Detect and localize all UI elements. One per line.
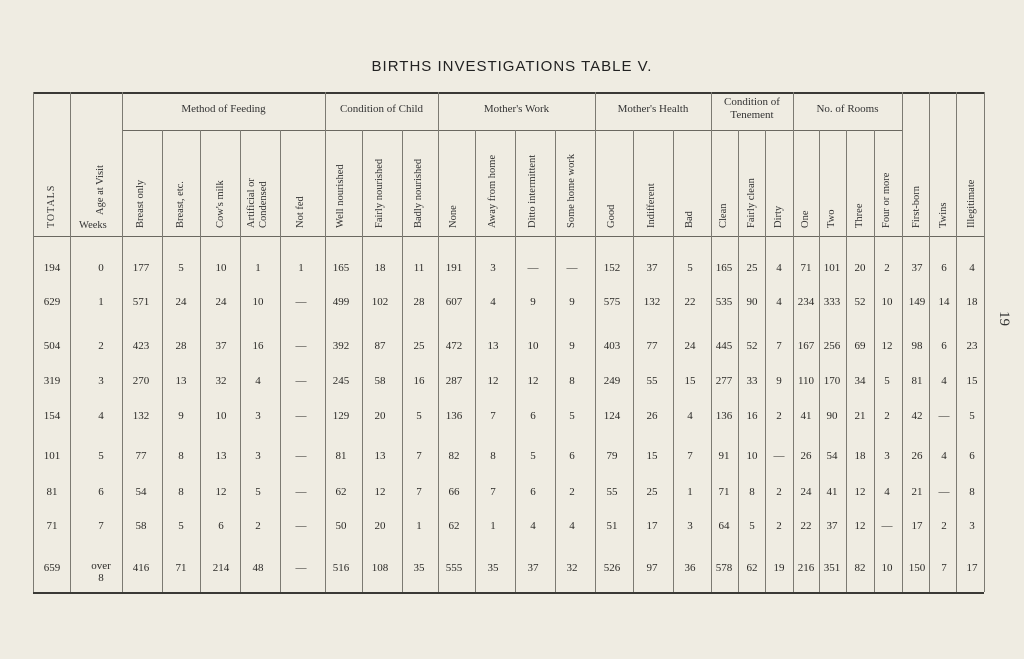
table-cell: — bbox=[938, 410, 950, 422]
table-cell: 77 bbox=[646, 340, 658, 352]
row-total: 659 bbox=[43, 562, 61, 574]
table-cell: 16 bbox=[746, 410, 758, 422]
column-header: Indifferent bbox=[646, 183, 657, 228]
column-rule bbox=[200, 130, 201, 592]
table-cell: 3 bbox=[98, 375, 104, 387]
table-cell: 12 bbox=[527, 375, 539, 387]
column-header: Some home work bbox=[566, 153, 577, 228]
weeks-label: Weeks bbox=[79, 220, 107, 231]
table-cell: 90 bbox=[746, 296, 758, 308]
table-cell: 6 bbox=[969, 450, 975, 462]
table-cell: 2 bbox=[776, 486, 782, 498]
table-cell: 5 bbox=[969, 410, 975, 422]
group-mothers-health: Mother's Health bbox=[617, 103, 689, 115]
table-cell: 1 bbox=[98, 296, 104, 308]
table-cell: — bbox=[295, 562, 307, 574]
table-cell: — bbox=[881, 520, 893, 532]
table-cell: 10 bbox=[746, 450, 758, 462]
group-condition-child: Condition of Child bbox=[339, 103, 424, 115]
table-cell: 17 bbox=[646, 520, 658, 532]
column-header: Three bbox=[854, 203, 865, 228]
table-cell: 23 bbox=[966, 340, 978, 352]
table-cell: 12 bbox=[487, 375, 499, 387]
row-total: 81 bbox=[46, 486, 58, 498]
table-cell: 526 bbox=[603, 562, 621, 574]
table-cell: 170 bbox=[823, 375, 841, 387]
table-cell: 6 bbox=[98, 486, 104, 498]
table-cell: — bbox=[295, 450, 307, 462]
table-cell: 3 bbox=[687, 520, 693, 532]
table-cell: 7 bbox=[941, 562, 947, 574]
table-cell: 3 bbox=[884, 450, 890, 462]
table-cell: 392 bbox=[332, 340, 350, 352]
column-header: Breast only bbox=[135, 179, 146, 228]
table-cell: 4 bbox=[776, 296, 782, 308]
table-cell: — bbox=[295, 375, 307, 387]
table-cell: 22 bbox=[684, 296, 696, 308]
table-cell: 71 bbox=[800, 262, 812, 274]
table-cell: 12 bbox=[854, 520, 866, 532]
table-cell: 5 bbox=[687, 262, 693, 274]
table-cell: 136 bbox=[715, 410, 733, 422]
column-header: Twins bbox=[938, 202, 949, 228]
row-total: 154 bbox=[43, 410, 61, 422]
table-cell: 6 bbox=[530, 486, 536, 498]
table-cell: 18 bbox=[966, 296, 978, 308]
table-cell: 110 bbox=[797, 375, 815, 387]
table-cell: 132 bbox=[132, 410, 150, 422]
group-rooms: No. of Rooms bbox=[816, 103, 879, 115]
table-cell: 102 bbox=[371, 296, 389, 308]
group-rule-mothers_health bbox=[595, 130, 711, 131]
table-cell: 18 bbox=[854, 450, 866, 462]
row-total: 629 bbox=[43, 296, 61, 308]
table-cell: 2 bbox=[776, 410, 782, 422]
table-cell: 9 bbox=[530, 296, 536, 308]
table-cell: 7 bbox=[416, 450, 422, 462]
table-cell: 2 bbox=[884, 410, 890, 422]
column-header: None bbox=[448, 205, 459, 228]
column-header: Ditto intermittent bbox=[527, 154, 538, 228]
table-cell: 79 bbox=[606, 450, 618, 462]
table-cell: 2 bbox=[98, 340, 104, 352]
table-cell: 82 bbox=[854, 562, 866, 574]
table-cell: 124 bbox=[603, 410, 621, 422]
table-cell: 5 bbox=[178, 520, 184, 532]
table-cell: 535 bbox=[715, 296, 733, 308]
table-cell: 249 bbox=[603, 375, 621, 387]
table-cell: 9 bbox=[776, 375, 782, 387]
table-cell: 256 bbox=[823, 340, 841, 352]
table-cell: 24 bbox=[175, 296, 187, 308]
row-total: 194 bbox=[43, 262, 61, 274]
group-tenement: Condition of Tenement bbox=[724, 96, 780, 121]
table-cell: 98 bbox=[911, 340, 923, 352]
table-cell: 1 bbox=[255, 262, 261, 274]
column-header: Badly nourished bbox=[413, 158, 424, 228]
table-cell: 1 bbox=[687, 486, 693, 498]
column-header: Four or more bbox=[881, 172, 892, 228]
table-cell: — bbox=[527, 262, 539, 274]
table-cell: 87 bbox=[374, 340, 386, 352]
table-cell: 245 bbox=[332, 375, 350, 387]
table-cell: 10 bbox=[215, 410, 227, 422]
group-rule-rooms bbox=[793, 130, 902, 131]
table-cell: 12 bbox=[854, 486, 866, 498]
table-cell: 2 bbox=[255, 520, 261, 532]
table-cell: 13 bbox=[175, 375, 187, 387]
table-cell: 472 bbox=[445, 340, 463, 352]
table-cell: 52 bbox=[854, 296, 866, 308]
group-rule-tenement bbox=[711, 130, 793, 131]
page-number: 19 bbox=[996, 311, 1012, 326]
row-total: 101 bbox=[43, 450, 61, 462]
table-cell: 4 bbox=[530, 520, 536, 532]
table-cell: 81 bbox=[911, 375, 923, 387]
table-cell: 152 bbox=[603, 262, 621, 274]
table-bottom-rule bbox=[33, 592, 984, 594]
column-header: Breast, etc. bbox=[175, 181, 186, 228]
table-cell: 12 bbox=[374, 486, 386, 498]
table-cell: 8 bbox=[569, 375, 575, 387]
group-feeding: Method of Feeding bbox=[181, 103, 266, 115]
table-cell: 37 bbox=[215, 340, 227, 352]
table-cell: 575 bbox=[603, 296, 621, 308]
table-cell: 24 bbox=[215, 296, 227, 308]
column-header: Well nourished bbox=[335, 164, 346, 228]
table-cell: 8 bbox=[749, 486, 755, 498]
table-cell: 90 bbox=[826, 410, 838, 422]
table-cell: 7 bbox=[687, 450, 693, 462]
table-cell: — bbox=[295, 520, 307, 532]
table-cell: 24 bbox=[800, 486, 812, 498]
column-header: Clean bbox=[718, 203, 729, 228]
table-cell: 15 bbox=[646, 450, 658, 462]
header-bottom-rule bbox=[33, 236, 984, 237]
group-rule-condition_child bbox=[325, 130, 438, 131]
table-cell: 5 bbox=[416, 410, 422, 422]
table-cell: 571 bbox=[132, 296, 150, 308]
table-cell: 71 bbox=[175, 562, 187, 574]
table-cell: 21 bbox=[911, 486, 923, 498]
table-cell: 37 bbox=[911, 262, 923, 274]
row-total: 504 bbox=[43, 340, 61, 352]
table-cell: 8 bbox=[178, 450, 184, 462]
table-cell: 10 bbox=[881, 562, 893, 574]
row-total: 71 bbox=[46, 520, 58, 532]
table-cell: 54 bbox=[135, 486, 147, 498]
table-cell: 2 bbox=[776, 520, 782, 532]
table-cell: 7 bbox=[490, 486, 496, 498]
table-cell: 6 bbox=[569, 450, 575, 462]
table-cell: — bbox=[938, 486, 950, 498]
table-cell: 6 bbox=[530, 410, 536, 422]
table-cell: 26 bbox=[646, 410, 658, 422]
column-header: Fairly nourished bbox=[374, 158, 385, 228]
table-cell: 423 bbox=[132, 340, 150, 352]
table-cell: 165 bbox=[715, 262, 733, 274]
table-cell: 149 bbox=[908, 296, 926, 308]
table-cell: 20 bbox=[854, 262, 866, 274]
table-cell: 42 bbox=[911, 410, 923, 422]
table-cell: 16 bbox=[252, 340, 264, 352]
table-cell: 555 bbox=[445, 562, 463, 574]
column-header: TOTALS bbox=[46, 184, 57, 228]
table-cell: — bbox=[295, 410, 307, 422]
table-cell: 54 bbox=[826, 450, 838, 462]
table-cell: 7 bbox=[776, 340, 782, 352]
table-cell: — bbox=[295, 340, 307, 352]
column-header: Good bbox=[606, 204, 617, 228]
table-cell: 607 bbox=[445, 296, 463, 308]
table-cell: 167 bbox=[797, 340, 815, 352]
table-cell: 129 bbox=[332, 410, 350, 422]
row-total: 319 bbox=[43, 375, 61, 387]
column-header: Fairly clean bbox=[746, 178, 757, 228]
group-rule-feeding bbox=[122, 130, 325, 131]
table-cell: 22 bbox=[800, 520, 812, 532]
table-cell: — bbox=[566, 262, 578, 274]
table-cell: 287 bbox=[445, 375, 463, 387]
table-cell: 28 bbox=[413, 296, 425, 308]
table-cell: 2 bbox=[569, 486, 575, 498]
table-cell: 5 bbox=[255, 486, 261, 498]
table-cell: 4 bbox=[884, 486, 890, 498]
table-cell: 234 bbox=[797, 296, 815, 308]
table-cell: 6 bbox=[941, 262, 947, 274]
table-cell: 25 bbox=[746, 262, 758, 274]
table-cell: 6 bbox=[218, 520, 224, 532]
table-cell: 4 bbox=[941, 375, 947, 387]
table-cell: 416 bbox=[132, 562, 150, 574]
table-cell: 351 bbox=[823, 562, 841, 574]
table-cell: 4 bbox=[969, 262, 975, 274]
table-cell: 10 bbox=[252, 296, 264, 308]
column-header: Age at Visit bbox=[95, 165, 106, 215]
table-cell: 58 bbox=[135, 520, 147, 532]
table-cell: 5 bbox=[530, 450, 536, 462]
table-cell: 58 bbox=[374, 375, 386, 387]
table-cell: 36 bbox=[684, 562, 696, 574]
column-header: Away from home bbox=[487, 154, 498, 228]
table-cell: 4 bbox=[776, 262, 782, 274]
table-cell: 32 bbox=[566, 562, 578, 574]
table-cell: 12 bbox=[881, 340, 893, 352]
table-cell: 34 bbox=[854, 375, 866, 387]
table-cell: 20 bbox=[374, 410, 386, 422]
table-cell: 5 bbox=[884, 375, 890, 387]
column-header: Illegitimate bbox=[966, 179, 977, 228]
table-cell: 3 bbox=[969, 520, 975, 532]
table-cell: — bbox=[295, 296, 307, 308]
table-cell: 108 bbox=[371, 562, 389, 574]
table-cell: 62 bbox=[448, 520, 460, 532]
table-cell: 9 bbox=[178, 410, 184, 422]
column-header: Dirty bbox=[773, 205, 784, 228]
table-cell: 403 bbox=[603, 340, 621, 352]
table-cell: 50 bbox=[335, 520, 347, 532]
table-cell: 1 bbox=[298, 262, 304, 274]
table-cell: 499 bbox=[332, 296, 350, 308]
table-cell: 3 bbox=[255, 410, 261, 422]
table-cell: 270 bbox=[132, 375, 150, 387]
table-cell: 82 bbox=[448, 450, 460, 462]
table-cell: 5 bbox=[569, 410, 575, 422]
table-cell: 41 bbox=[826, 486, 838, 498]
table-cell: 13 bbox=[487, 340, 499, 352]
column-header: Cow's milk bbox=[215, 180, 226, 228]
table-cell: 165 bbox=[332, 262, 350, 274]
table-cell: 62 bbox=[746, 562, 758, 574]
column-rule bbox=[280, 130, 281, 592]
table-cell: 37 bbox=[527, 562, 539, 574]
table-cell: 4 bbox=[98, 410, 104, 422]
table-cell: 8 bbox=[969, 486, 975, 498]
table-cell: 2 bbox=[941, 520, 947, 532]
table-cell: 17 bbox=[966, 562, 978, 574]
table-cell: 55 bbox=[646, 375, 658, 387]
table-cell: 37 bbox=[826, 520, 838, 532]
column-header: Bad bbox=[684, 211, 695, 228]
table-cell: 150 bbox=[908, 562, 926, 574]
table-cell: 13 bbox=[374, 450, 386, 462]
table-cell: 16 bbox=[413, 375, 425, 387]
table-cell: 51 bbox=[606, 520, 618, 532]
table-cell: 97 bbox=[646, 562, 658, 574]
table-cell: 3 bbox=[255, 450, 261, 462]
table-cell: 14 bbox=[938, 296, 950, 308]
table-cell: 6 bbox=[941, 340, 947, 352]
table-cell: 37 bbox=[646, 262, 658, 274]
table-cell: 4 bbox=[569, 520, 575, 532]
table-cell: 216 bbox=[797, 562, 815, 574]
table-cell: 4 bbox=[687, 410, 693, 422]
table-cell: 136 bbox=[445, 410, 463, 422]
table-cell: 7 bbox=[490, 410, 496, 422]
column-header: Artificial or Condensed bbox=[246, 178, 269, 228]
table-cell: 9 bbox=[569, 340, 575, 352]
table-cell: 9 bbox=[569, 296, 575, 308]
table-cell: 66 bbox=[448, 486, 460, 498]
table-cell: 1 bbox=[416, 520, 422, 532]
table-cell: 12 bbox=[215, 486, 227, 498]
table-cell: 1 bbox=[490, 520, 496, 532]
table-top-rule bbox=[33, 92, 984, 94]
table-cell: 19 bbox=[773, 562, 785, 574]
table-cell: 20 bbox=[374, 520, 386, 532]
table-cell: 26 bbox=[800, 450, 812, 462]
table-cell: 25 bbox=[413, 340, 425, 352]
column-header: First-born bbox=[911, 186, 922, 228]
table-cell: 5 bbox=[178, 262, 184, 274]
table-cell: 28 bbox=[175, 340, 187, 352]
table-cell: 81 bbox=[335, 450, 347, 462]
table-cell: 52 bbox=[746, 340, 758, 352]
table-cell: 101 bbox=[823, 262, 841, 274]
table-cell: — bbox=[295, 486, 307, 498]
table-cell: 15 bbox=[684, 375, 696, 387]
table-cell: — bbox=[773, 450, 785, 462]
table-cell: 55 bbox=[606, 486, 618, 498]
group-rule-mothers_work bbox=[438, 130, 595, 131]
table-cell: 516 bbox=[332, 562, 350, 574]
table-cell: 64 bbox=[718, 520, 730, 532]
table-cell: 41 bbox=[800, 410, 812, 422]
table-cell: 32 bbox=[215, 375, 227, 387]
table-cell: 24 bbox=[684, 340, 696, 352]
table-cell: 214 bbox=[212, 562, 230, 574]
table-cell: 26 bbox=[911, 450, 923, 462]
table-cell: 132 bbox=[643, 296, 661, 308]
table-cell: 333 bbox=[823, 296, 841, 308]
table-cell: 15 bbox=[966, 375, 978, 387]
table-cell: 8 bbox=[490, 450, 496, 462]
table-cell: 3 bbox=[490, 262, 496, 274]
group-mothers-work: Mother's Work bbox=[483, 103, 550, 115]
table-cell: 4 bbox=[490, 296, 496, 308]
table-cell: 25 bbox=[646, 486, 658, 498]
table-cell: over 8 bbox=[91, 560, 111, 584]
table-cell: 62 bbox=[335, 486, 347, 498]
table-cell: 177 bbox=[132, 262, 150, 274]
table-cell: 18 bbox=[374, 262, 386, 274]
table-cell: 48 bbox=[252, 562, 264, 574]
table-cell: 277 bbox=[715, 375, 733, 387]
table-cell: 2 bbox=[884, 262, 890, 274]
table-cell: 11 bbox=[413, 262, 425, 274]
table-cell: 8 bbox=[178, 486, 184, 498]
table-cell: 191 bbox=[445, 262, 463, 274]
table-cell: 91 bbox=[718, 450, 730, 462]
table-cell: 4 bbox=[255, 375, 261, 387]
table-cell: 445 bbox=[715, 340, 733, 352]
table-cell: 13 bbox=[215, 450, 227, 462]
table-cell: 35 bbox=[413, 562, 425, 574]
table-cell: 33 bbox=[746, 375, 758, 387]
table-cell: 578 bbox=[715, 562, 733, 574]
table-cell: 10 bbox=[881, 296, 893, 308]
table-cell: 10 bbox=[215, 262, 227, 274]
table-cell: 71 bbox=[718, 486, 730, 498]
table-cell: 69 bbox=[854, 340, 866, 352]
table-cell: 77 bbox=[135, 450, 147, 462]
table-cell: 21 bbox=[854, 410, 866, 422]
column-rule bbox=[70, 92, 71, 592]
page-title: BIRTHS INVESTIGATIONS TABLE V. bbox=[371, 58, 653, 75]
column-header: One bbox=[800, 210, 811, 228]
table-cell: 0 bbox=[98, 262, 104, 274]
column-header: Two bbox=[826, 209, 837, 228]
table-cell: 7 bbox=[98, 520, 104, 532]
table-cell: 7 bbox=[416, 486, 422, 498]
column-header: Not fed bbox=[295, 196, 306, 228]
table-cell: 4 bbox=[941, 450, 947, 462]
table-cell: 35 bbox=[487, 562, 499, 574]
table-cell: 5 bbox=[749, 520, 755, 532]
table-cell: 10 bbox=[527, 340, 539, 352]
table-cell: 17 bbox=[911, 520, 923, 532]
table-cell: 5 bbox=[98, 450, 104, 462]
